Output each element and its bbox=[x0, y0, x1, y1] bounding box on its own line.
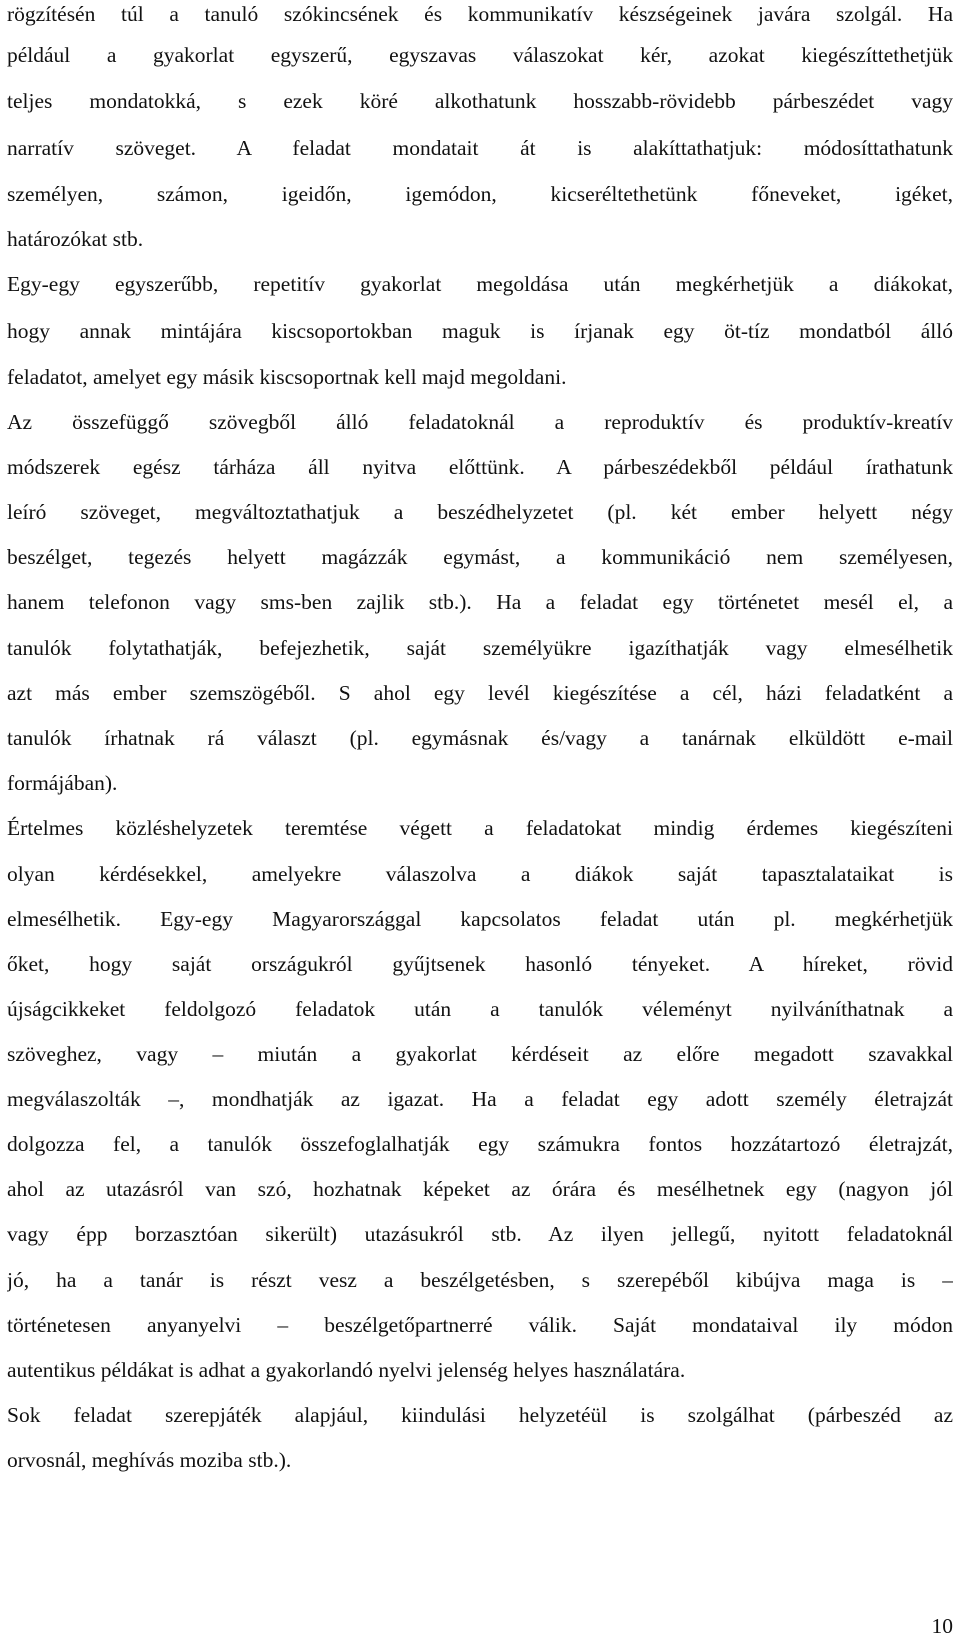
text-line: azt más ember szemszögéből. S ahol egy levél kiegészítése a cél, házi feladatként a bbox=[7, 681, 953, 705]
text-line: leíró szöveget, megváltoztathatjuk a beszédhelyzetet (pl. két ember helyett négy bbox=[7, 500, 953, 524]
text-line: tanulók folytathatják, befejezhetik, saját személyükre igazíthatják vagy elmesélhetik bbox=[7, 636, 953, 660]
text-line: például a gyakorlat egyszerű, egyszavas válaszokat kér, azokat kiegészíttethetjük bbox=[7, 43, 953, 67]
text-line: beszélget, tegezés helyett magázzák egymást, a kommunikáció nem személyesen, bbox=[7, 545, 953, 569]
text-line: elmesélhetik. Egy-egy Magyarországgal kapcsolatos feladat után pl. megkérhetjük bbox=[7, 907, 953, 931]
text-line: megválaszolták –, mondhatják az igazat. Ha a feladat egy adott személy életrajzát bbox=[7, 1087, 953, 1111]
text-line: feladatot, amelyet egy másik kiscsoportnak kell majd megoldani. bbox=[7, 365, 567, 389]
text-line: vagy épp borzasztóan sikerült) utazásukról stb. Az ilyen jellegű, nyitott feladatoknál bbox=[7, 1222, 953, 1246]
text-line: hogy annak mintájára kiscsoportokban maguk is írjanak egy öt-tíz mondatból álló bbox=[7, 319, 953, 343]
text-line: Értelmes közléshelyzetek teremtése végett a feladatokat mindig érdemes kiegészíteni bbox=[7, 816, 953, 840]
text-line: olyan kérdésekkel, amelyekre válaszolva a diákok saját tapasztalataikat is bbox=[7, 862, 953, 886]
text-line: teljes mondatokká, s ezek köré alkothatunk hosszabb-rövidebb párbeszédet vagy bbox=[7, 89, 953, 113]
text-line: rögzítésén túl a tanuló szókincsének és kommunikatív készségeinek javára szolgál. Ha bbox=[7, 2, 953, 26]
text-line: tanulók írhatnak rá választ (pl. egymásnak és/vagy a tanárnak elküldött e-mail bbox=[7, 726, 953, 750]
text-line: formájában). bbox=[7, 771, 118, 795]
text-line: narratív szöveget. A feladat mondatait át is alakíttathatjuk: módosíttathatunk bbox=[7, 136, 953, 160]
text-line: orvosnál, meghívás moziba stb.). bbox=[7, 1448, 292, 1472]
text-line: szöveghez, vagy – miután a gyakorlat kérdéseit az előre megadott szavakkal bbox=[7, 1042, 953, 1066]
text-line: Sok feladat szerepjáték alapjául, kiindulási helyzetéül is szolgálhat (párbeszéd az bbox=[7, 1403, 953, 1427]
text-line: autentikus példákat is adhat a gyakorlandó nyelvi jelenség helyes használatára. bbox=[7, 1358, 686, 1382]
text-line: jó, ha a tanár is részt vesz a beszélgetésben, s szerepéből kibújva maga is – bbox=[7, 1268, 953, 1292]
text-line: Az összefüggő szövegből álló feladatoknál a reproduktív és produktív-kreatív bbox=[7, 410, 953, 434]
text-line: módszerek egész tárháza áll nyitva előttünk. A párbeszédekből például írathatunk bbox=[7, 455, 953, 479]
page-number: 10 bbox=[931, 1614, 953, 1638]
text-line: személyen, számon, igeidőn, igemódon, kicseréltethetünk főneveket, igéket, bbox=[7, 182, 953, 206]
text-line: ahol az utazásról van szó, hozhatnak képeket az órára és mesélhetnek egy (nagyon jól bbox=[7, 1177, 953, 1201]
text-line: újságcikkeket feldolgozó feladatok után a tanulók véleményt nyilváníthatnak a bbox=[7, 997, 953, 1021]
text-line: Egy-egy egyszerűbb, repetitív gyakorlat megoldása után megkérhetjük a diákokat, bbox=[7, 272, 953, 296]
text-line: történetesen anyanyelvi – beszélgetőpartnerré válik. Saját mondataival ily módon bbox=[7, 1313, 953, 1337]
text-line: határozókat stb. bbox=[7, 227, 144, 251]
text-line: hanem telefonon vagy sms-ben zajlik stb.). Ha a feladat egy történetet mesél el, a bbox=[7, 590, 953, 614]
text-line: őket, hogy saját országukról gyűjtsenek hasonló tényeket. A híreket, rövid bbox=[7, 952, 953, 976]
text-line: dolgozza fel, a tanulók összefoglalhatják egy számukra fontos hozzátartozó életrajzát, bbox=[7, 1132, 953, 1156]
